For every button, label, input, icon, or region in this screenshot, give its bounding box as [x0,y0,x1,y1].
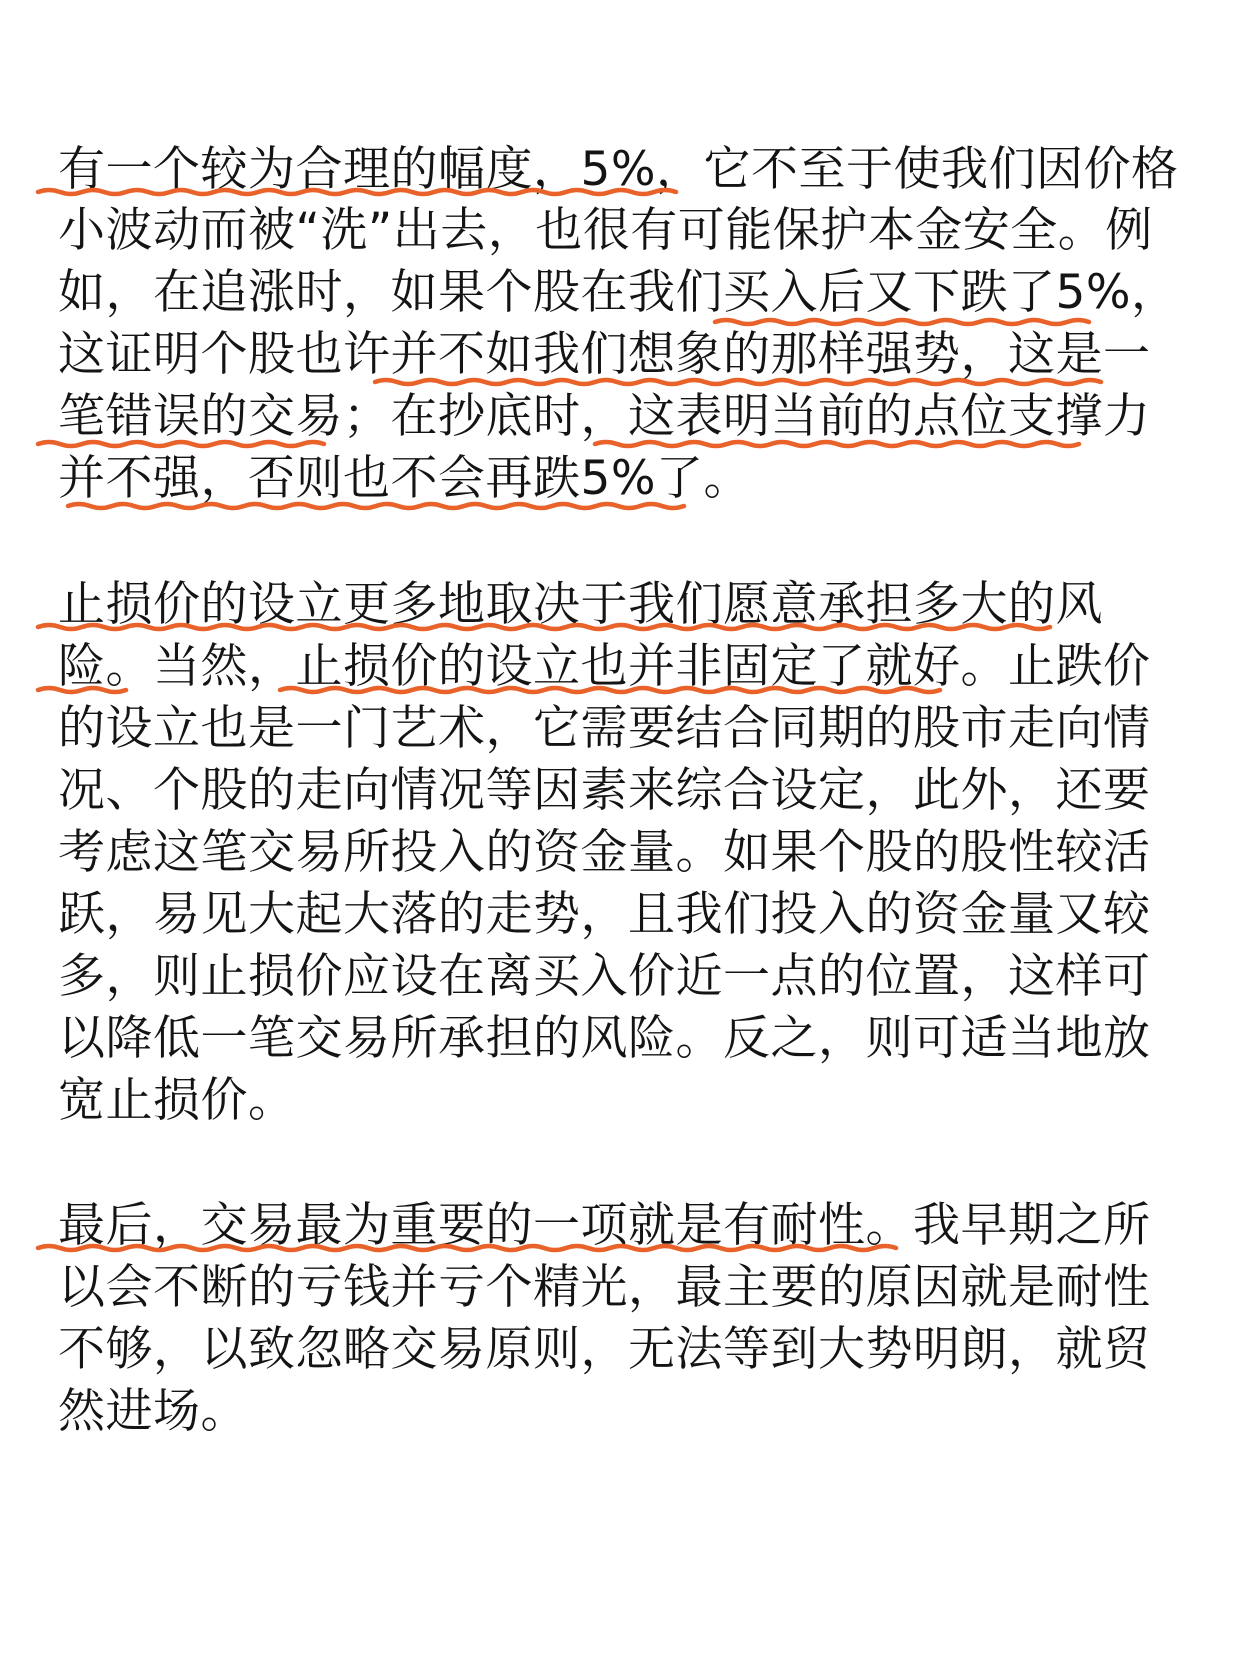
text-line: 止损价的设立更多地取决于我们愿意承担多大的风 [58,577,1103,632]
text-line: 考虑这笔交易所投入的资金量。如果个股的股性较活 [58,825,1151,880]
text-line: 不够，以致忽略交易原则，无法等到大势明朗，就贸 [58,1322,1151,1377]
text-line: 险。当然，止损价的设立也并非固定了就好。止跌价 [58,639,1151,694]
text-line: 并不强，否则也不会再跌5%了。 [58,451,752,506]
text-line: 宽止损价。 [58,1073,296,1128]
text-line: 况、个股的走向情况等因素来综合设定，此外，还要 [58,763,1151,818]
text-line: 以会不断的亏钱并亏个精光，最主要的原因就是耐性 [58,1260,1151,1315]
text-line: 多，则止损价应设在离买入价近一点的位置，这样可 [58,949,1151,1004]
text-line: 的设立也是一门艺术，它需要结合同期的股市走向情 [58,701,1151,756]
text-line: 小波动而被“洗”出去，也很有可能保护本金安全。例 [58,203,1153,258]
text-line: 以降低一笔交易所承担的风险。反之，则可适当地放 [58,1011,1151,1066]
text-line: 有一个较为合理的幅度，5%，它不至于使我们因价格 [58,142,1179,197]
text-line: 然进场。 [58,1384,248,1439]
text-line: 最后，交易最为重要的一项就是有耐性。我早期之所 [58,1198,1151,1253]
text-line: 笔错误的交易；在抄底时，这表明当前的点位支撑力 [58,389,1151,444]
text-line: 这证明个股也许并不如我们想象的那样强势，这是一 [58,327,1151,382]
text-line: 跃，易见大起大落的走势，且我们投入的资金量又较 [58,887,1151,942]
text-line: 如，在追涨时，如果个股在我们买入后又下跌了5%， [58,265,1179,320]
